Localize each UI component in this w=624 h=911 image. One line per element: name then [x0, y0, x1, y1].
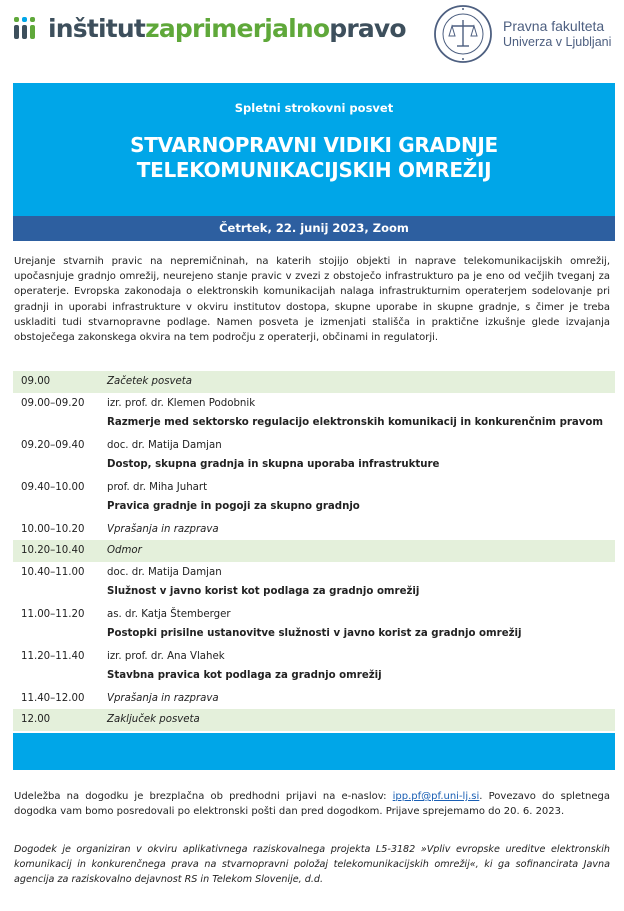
- program-time: 11.40–12.00: [21, 693, 85, 704]
- program-time: 10.40–11.00: [21, 567, 85, 578]
- program-item: Vprašanja in razprava: [107, 693, 219, 704]
- program-row: [13, 477, 615, 519]
- program-row: [13, 688, 615, 709]
- program-item: Odmor: [107, 545, 142, 556]
- program-talk-title: Razmerje med sektorsko regulacijo elektronskih komunikacij in konkurenčnim pravom: [107, 417, 604, 428]
- program-speaker: izr. prof. dr. Klemen Podobnik: [107, 398, 256, 409]
- program-time: 09.40–10.00: [21, 482, 85, 493]
- event-date: Četrtek, 22. junij 2023, Zoom: [13, 216, 615, 241]
- program-speaker: izr. prof. dr. Ana Vlahek: [107, 651, 225, 662]
- program-speaker: doc. dr. Matija Damjan: [107, 567, 222, 578]
- institute-logo-icon: [14, 14, 44, 44]
- program-time: 11.00–11.20: [21, 609, 85, 620]
- program-talk-title: Pravica gradnje in pogoji za skupno gradnjo: [107, 501, 360, 512]
- program-time: 12.00: [21, 714, 51, 725]
- faculty-name-line1: Pravna fakulteta: [503, 18, 605, 34]
- program-row: [13, 371, 615, 393]
- program-time: 10.20–10.40: [21, 545, 85, 556]
- program-item: Zaključek posveta: [107, 714, 200, 725]
- registration-text-after: . Povezavo do spletnega dogodka vam bomo posredovali po elektronski pošti dan pred dogodkom. Prijave sprejemamo do 20. 6. 2023.: [14, 791, 610, 818]
- logo-word-institut: inštitut: [48, 14, 146, 43]
- program-talk-title: Postopki prisilne ustanovitve služnosti v javno korist za gradnjo omrežij: [107, 628, 522, 639]
- program-row: [13, 646, 615, 688]
- program-talk-title: Dostop, skupna gradnja in skupna uporaba infrastrukture: [107, 459, 440, 470]
- program-talk-title: Stavbna pravica kot podlaga za gradnjo omrežij: [107, 670, 382, 681]
- program-table: [13, 371, 615, 731]
- event-title-line1: STVARNOPRAVNI VIDIKI GRADNJE: [130, 133, 498, 157]
- program-item: Začetek posveta: [107, 376, 193, 387]
- logo-word-zaprimerjalno: zaprimerjalno: [145, 14, 330, 43]
- funding-note: Dogodek je organiziran v okviru aplikativnega raziskovalnega projekta L5-3182 »Vpliv evropske ureditve elektronskih komunikacij in konkurenčnega prava na stvarnopravni položaj telekomunikacijskih omrežij«, ki ga sofinancirata Javna agencija za raziskovalno dejavnost RS in Telekom Slovenije, d.d.: [14, 844, 610, 886]
- registration-email-link[interactable]: ipp.pf@pf.uni-lj.si: [392, 791, 480, 802]
- program-talk-title: Služnost v javno korist kot podlaga za gradnjo omrežij: [107, 586, 420, 597]
- program-row: [13, 604, 615, 646]
- intro-paragraph: Urejanje stvarnih pravic na nepremičninah, na katerih stojijo objekti in naprave telekomunikacijskih omrežij, upočasnjuje gradnjo omrežij, neurejeno stanje pravic v zvezi z obstoječo infrastrukturo pa je eno od večjih tveganj za operaterje. Evropska zakonodaja o elektronskih komunikacijah nalaga infrastrukturnim operaterjem sodelovanje pri gradnji in uporabi infrastrukture v okviru institutov dostopa, skupne uporabe in skupne gradnje, s čimer je treba uskladiti tudi stvarnopravne podlage. Namen posveta je izmenjati stališča in praktične izkušnje glede izvajanja obstoječega zakonskega okvira na tem področju z operaterji, občinami in regulatorji.: [14, 256, 610, 344]
- institute-logo: [14, 14, 406, 44]
- faculty-name: [503, 18, 611, 50]
- program-row: [13, 709, 615, 731]
- program-speaker: as. dr. Katja Štemberger: [107, 609, 231, 620]
- event-banner: [13, 83, 615, 216]
- program-row: [13, 562, 615, 604]
- logo-word-pravo: pravo: [329, 14, 406, 43]
- program-row: [13, 435, 615, 477]
- event-title-line2: TELEKOMUNIKACIJSKIH OMREŽIJ: [136, 158, 492, 182]
- program-time: 11.20–11.40: [21, 651, 85, 662]
- faculty-name-line2: Univerza v Ljubljani: [503, 35, 612, 49]
- program-time: 09.20–09.40: [21, 440, 85, 451]
- program-time: 09.00–09.20: [21, 398, 85, 409]
- program-row: [13, 519, 615, 540]
- program-row: [13, 393, 615, 435]
- program-row: [13, 540, 615, 562]
- program-time: 10.00–10.20: [21, 524, 85, 535]
- faculty-seal-icon: [433, 4, 493, 64]
- registration-note: [14, 789, 610, 819]
- program-time: 09.00: [21, 376, 51, 387]
- program-speaker: prof. dr. Miha Juhart: [107, 482, 208, 493]
- page-header: [0, 0, 624, 80]
- event-title: [13, 133, 615, 183]
- program-item: Vprašanja in razprava: [107, 524, 219, 535]
- program-footer-bar: [13, 733, 615, 770]
- program-speaker: doc. dr. Matija Damjan: [107, 440, 222, 451]
- registration-text-before: Udeležba na dogodku je brezplačna ob predhodni prijavi na e-naslov:: [14, 791, 393, 802]
- event-subtitle: Spletni strokovni posvet: [234, 101, 394, 115]
